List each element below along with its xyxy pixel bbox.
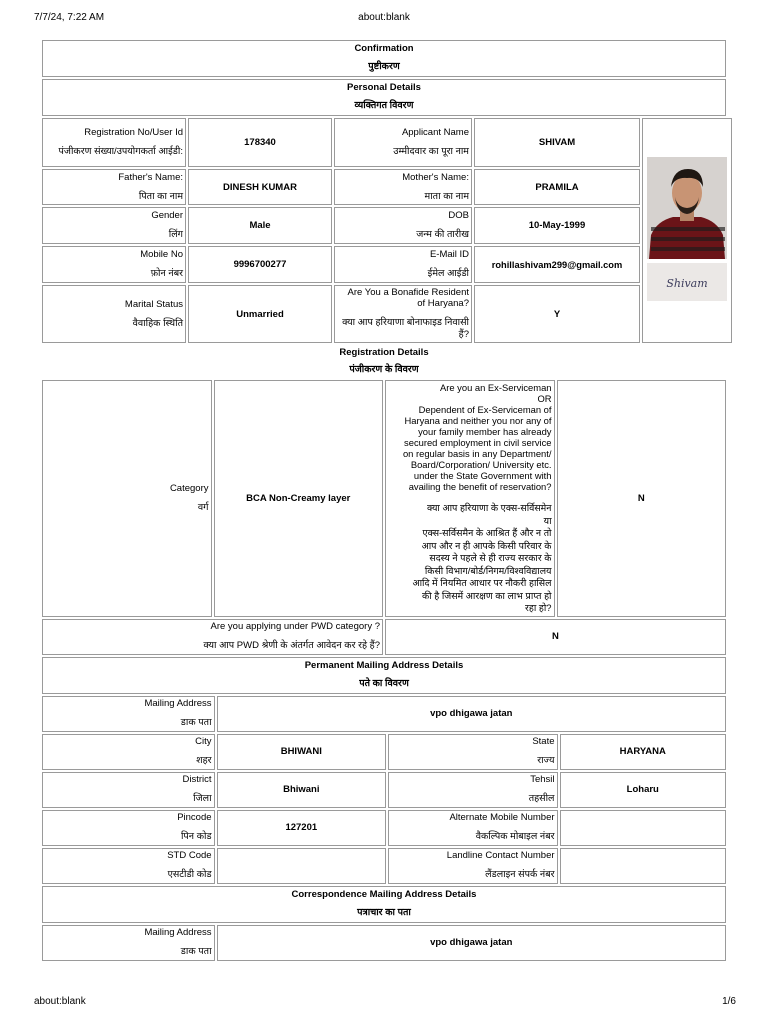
applicant-photo [647,157,727,259]
browser-print-header [0,12,768,26]
reg-no-value: 178340 [188,118,332,167]
print-page-number: 1/6 [722,996,736,1007]
state-value: HARYANA [560,734,726,770]
std-code-value [217,848,386,884]
registration-details-header [42,347,726,378]
personal-details-header [42,79,726,116]
table-row [42,380,726,617]
correspondence-mailing-address-label: Mailing Address डाक पता [42,925,215,961]
resident-value: Y [474,285,640,343]
correspondence-address-header [42,886,726,923]
personal-details-table [40,116,734,345]
correspondence-address-title-hindi: पत्राचार का पता [357,906,411,918]
table-row [42,696,726,732]
alternate-mobile-label: Alternate Mobile Number वैकल्पिक मोबाइल नंबर [388,810,557,846]
personal-details-title-hindi: व्यक्तिगत विवरण [354,100,414,111]
confirmation-title-hindi: पुष्टीकरण [368,61,400,72]
table-row [42,925,726,961]
permanent-address-title-hindi: पते का विवरण [359,677,409,689]
father-name-label: Father's Name: पिता का नाम [42,169,186,205]
table-row [42,169,732,205]
browser-print-footer [0,996,768,1010]
pincode-label: Pincode पिन कोड [42,810,215,846]
table-row [42,734,726,770]
applicant-name-value: SHIVAM [474,118,640,167]
table-row [42,246,732,283]
permanent-address-table [40,694,728,886]
resident-label: Are You a Bonafide Resident of Haryana? क्या आप हरियाणा बोनाफाइड निवासी हैं? [334,285,472,343]
registration-details-title: Registration Details [339,347,429,358]
tehsil-value: Loharu [560,772,726,808]
ex-serviceman-value: N [557,380,727,617]
marital-status-value: Unmarried [188,285,332,343]
registration-details-table [40,378,728,657]
ex-serviceman-question: Are you an Ex-Serviceman OR Dependent of Ex-Serviceman of Haryana and neither you nor any of your family member has already secured employment in civil service on regular basis in any Department/ Board/Corporation/ University etc. under the State Government with availing the benefit of reservation? क्या आप हरियाणा के एक्स-सर्विसमेन या एक्स-सर्विसमैन के आश्रित हैं और न तो आप और न ही आपके किसी परिवार के सदस्य ने पहले से ही राज्य सरकार के किसी विभाग/बोर्ड/निगम/विश्वविद्यालय आदि में नियमित आधार पर नौकरी हासिल की है जिसमें आरक्षण का लाभ प्राप्त हो रहा हो? [385,380,555,617]
correspondence-mailing-address-value: vpo dhigawa jatan [217,925,726,961]
correspondence-address-table [40,923,728,963]
dob-label: DOB जन्म की तारीख [334,207,472,244]
permanent-mailing-address-label: Mailing Address डाक पता [42,696,215,732]
confirmation-document [42,40,726,963]
marital-status-label: Marital Status वैवाहिक स्थिति [42,285,186,343]
print-datetime: 7/7/24, 7:22 AM [34,12,105,23]
table-row [42,810,726,846]
landline-label: Landline Contact Number लैंडलाइन संपर्क नंबर [388,848,557,884]
confirmation-title: Confirmation [354,43,414,54]
state-label: State राज्य [388,734,557,770]
tehsil-label: Tehsil तहसील [388,772,557,808]
signature-image [647,263,727,301]
table-row [42,772,726,808]
mobile-label: Mobile No फ़ोन नंबर [42,246,186,283]
pincode-value: 127201 [217,810,386,846]
gender-label: Gender लिंग [42,207,186,244]
table-row [42,118,732,167]
landline-value [560,848,726,884]
print-page-title: about:blank [358,12,410,23]
applicant-photo-image [647,157,727,259]
category-label: Category वर्ग [42,380,212,617]
permanent-mailing-address-value: vpo dhigawa jatan [217,696,726,732]
applicant-signature [647,263,727,301]
district-label: District जिला [42,772,215,808]
photo-signature-cell [642,118,732,343]
personal-details-title: Personal Details [347,82,421,93]
email-label: E-Mail ID ईमेल आईडी [334,246,472,283]
gender-value: Male [188,207,332,244]
pwd-value: N [385,619,726,655]
mobile-value: 9996700277 [188,246,332,283]
district-value: Bhiwani [217,772,386,808]
city-label: City शहर [42,734,215,770]
dob-value: 10-May-1999 [474,207,640,244]
city-value: BHIWANI [217,734,386,770]
std-code-label: STD Code एसटीडी कोड [42,848,215,884]
signature-text: Shivam [666,277,708,290]
confirmation-header [42,40,726,77]
permanent-address-title: Permanent Mailing Address Details [304,659,464,671]
table-row [42,285,732,343]
mother-name-label: Mother's Name: माता का नाम [334,169,472,205]
email-value: rohillashivam299@gmail.com [474,246,640,283]
reg-no-label: Registration No/User Id पंजीकरण संख्या/उपयोगकर्ता आईडी: [42,118,186,167]
table-row [42,619,726,655]
table-row [42,207,732,244]
pwd-label: Are you applying under PWD category ? क्या आप PWD श्रेणी के अंतर्गत आवेदन कर रहे हैं? [42,619,383,655]
alternate-mobile-value [560,810,726,846]
father-name-value: DINESH KUMAR [188,169,332,205]
mother-name-value: PRAMILA [474,169,640,205]
print-footer-url: about:blank [34,996,86,1007]
category-value: BCA Non-Creamy layer [214,380,384,617]
correspondence-address-title: Correspondence Mailing Address Details [291,888,477,900]
registration-details-title-hindi: पंजीकरण के विवरण [349,364,419,375]
applicant-name-label: Applicant Name उम्मीदवार का पूरा नाम [334,118,472,167]
table-row [42,848,726,884]
permanent-address-header [42,657,726,694]
